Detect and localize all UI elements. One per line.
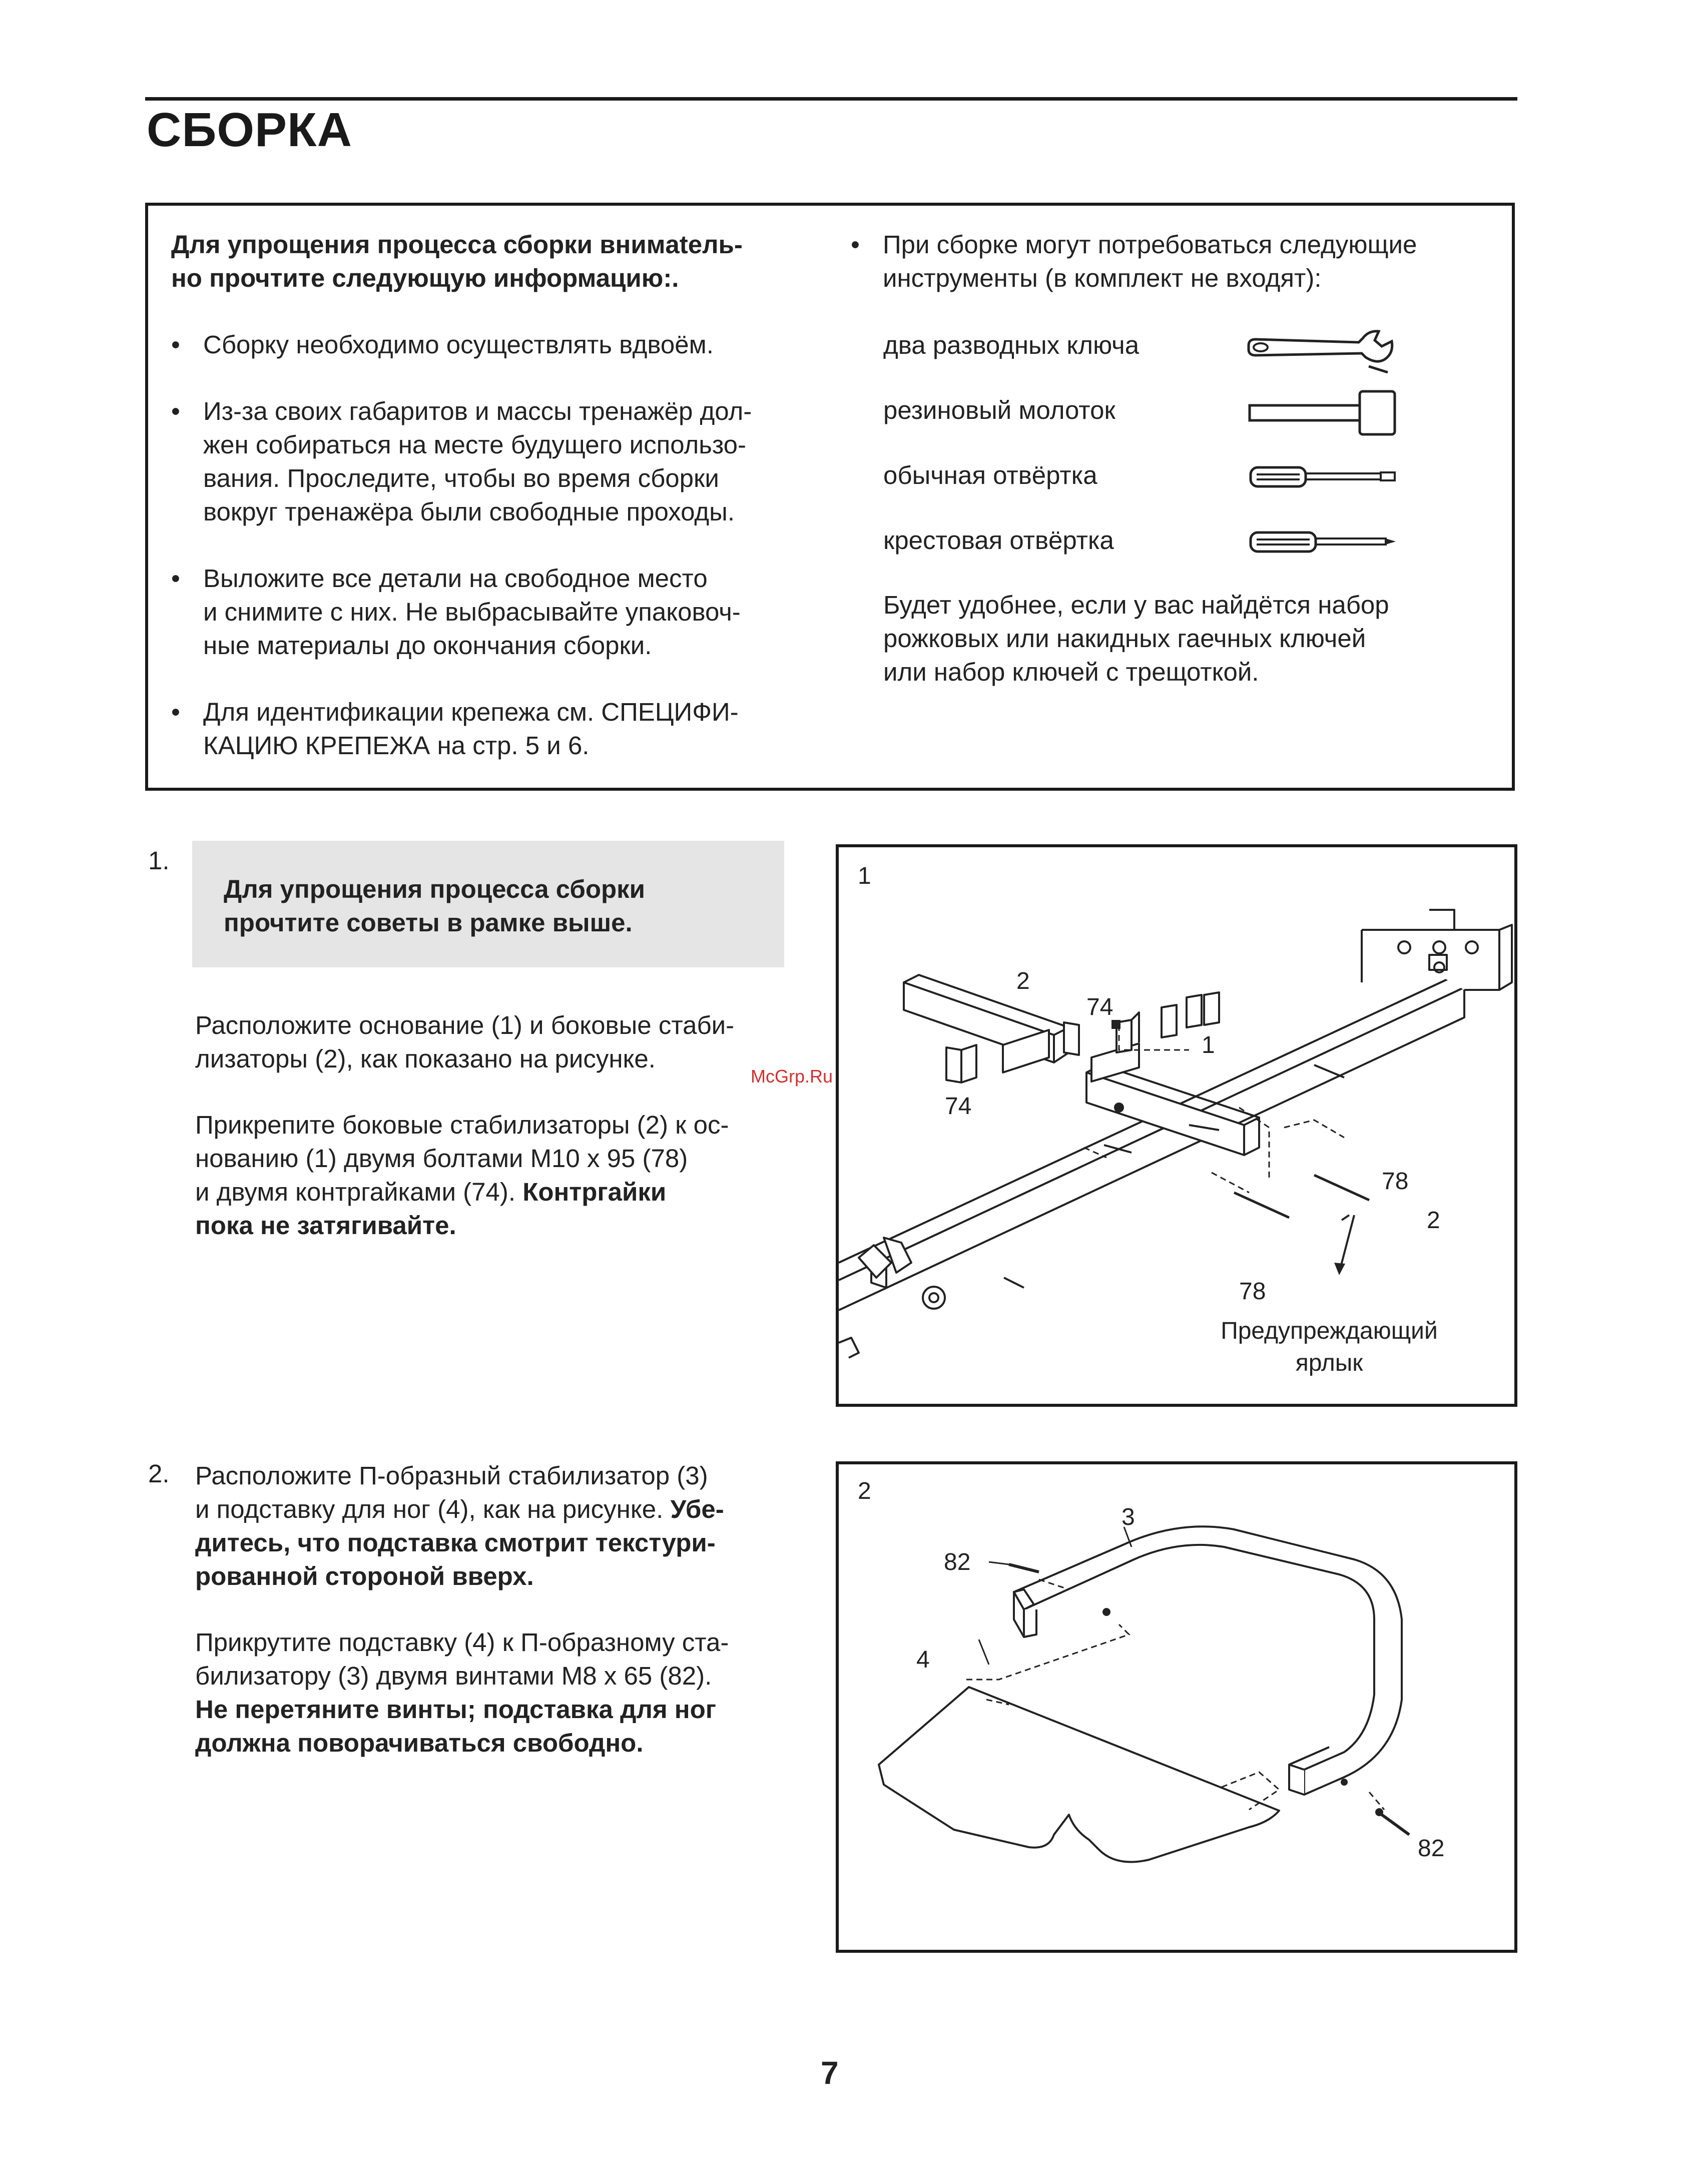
label-part-4: 4: [916, 1647, 930, 1673]
label-part-74-top: 74: [1086, 994, 1113, 1020]
step1-paragraph-2: Прикрепите боковые стабилизаторы (2) к ос- нованию (1) двумя болтами M10 x 95 (78) и двумя контргайками (74). Контргайки пока не затягивайте.: [195, 1111, 729, 1240]
tools-intro: • При сборке могут потребоваться следующие инструменты (в комплект не входят):: [851, 228, 1501, 295]
label-part-2-left: 2: [1016, 968, 1030, 994]
step1-paragraph-1: Расположите основание (1) и боковые стаби- лизаторы (2), как показано на рисунке.: [195, 1011, 735, 1073]
bolt-78-right: [1314, 1175, 1369, 1200]
step1-tip-box: [192, 841, 784, 967]
info-bullet-1: • Сборку необходимо осуществлять вдвоём.: [171, 328, 822, 361]
label-part-2-right: 2: [1427, 1207, 1440, 1234]
rubber-mallet-icon: [1244, 385, 1404, 440]
figure-2-number: 2: [858, 1478, 871, 1504]
info-right-column: [851, 228, 1501, 295]
phillips-screwdriver-icon: [1244, 515, 1404, 571]
figure-1: [836, 844, 1517, 1407]
bolt-78-bottom: [1234, 1193, 1289, 1218]
locknut-74-top: [1111, 1020, 1120, 1029]
label-part-78-bottom: 78: [1239, 1278, 1266, 1305]
info-bullet-2: • Из-за своих габаритов и массы тренажёр дол- жен собираться на месте будущего использо- вания. Проследите, чтобы во время сборки вокруг тренажёра были свободные проходы.: [171, 394, 822, 528]
step2-paragraph-2: Прикрутите подставку (4) к П-образному ста- билизатору (3) двумя винтами M8 x 65 (82). Не перетяните винты; подставка для ног должна поворачиваться свободно.: [195, 1628, 729, 1757]
step1-number: 1.: [148, 846, 170, 875]
step2-paragraph-1: Расположите П-образный стабилизатор (3) и подставку для ног (4), как на рисунке. Убе- дитесь, что подставка смотрит текстури- рованной стороной вверх.: [195, 1461, 724, 1590]
screw-82-top: [1009, 1564, 1039, 1572]
figure-2: [836, 1461, 1517, 1953]
label-part-78-right: 78: [1382, 1168, 1409, 1195]
figure-2-drawing: [839, 1464, 1520, 1956]
watermark: McGrp.Ru: [751, 1066, 833, 1086]
tools-note: Будет удобнее, если у вас найдётся набор рожковых или накидных гаечных ключей или набор ключей с трещоткой.: [883, 591, 1389, 686]
page-number: 7: [821, 2055, 839, 2091]
label-part-82-bottom: 82: [1418, 1835, 1445, 1862]
label-part-3: 3: [1121, 1504, 1135, 1530]
page-title: СБОРКА: [147, 103, 352, 157]
label-part-1: 1: [1202, 1032, 1215, 1058]
screw-82-bottom: [1382, 1815, 1409, 1835]
label-part-82-top: 82: [944, 1549, 971, 1575]
adjustable-wrench-icon: [1244, 320, 1404, 375]
locknut-74-left: [1114, 1103, 1124, 1113]
label-part-74-left: 74: [945, 1093, 972, 1120]
info-bullet-4: • Для идентификации крепежа см. СПЕЦИФИ- КАЦИЮ КРЕПЕЖА на стр. 5 и 6.: [171, 695, 822, 762]
info-left-column: [171, 228, 822, 762]
warning-label-caption: Предупреждающий ярлык: [1221, 1318, 1438, 1376]
info-intro: Для упрощения процесса сборки внимatель- но прочтите следующую информацию:.: [171, 230, 743, 292]
flat-screwdriver-icon: [1244, 450, 1404, 505]
step2-number: 2.: [148, 1459, 170, 1488]
step1-tip-text: Для упрощения процесса сборки прочтите советы в рамке выше.: [224, 875, 646, 937]
figure-1-number: 1: [858, 863, 871, 889]
top-rule: [145, 97, 1517, 101]
info-bullet-3: • Выложите все детали на свободное место и снимите с них. Не выбрасывайте упаковоч- ные материалы до окончания сборки.: [171, 562, 822, 662]
